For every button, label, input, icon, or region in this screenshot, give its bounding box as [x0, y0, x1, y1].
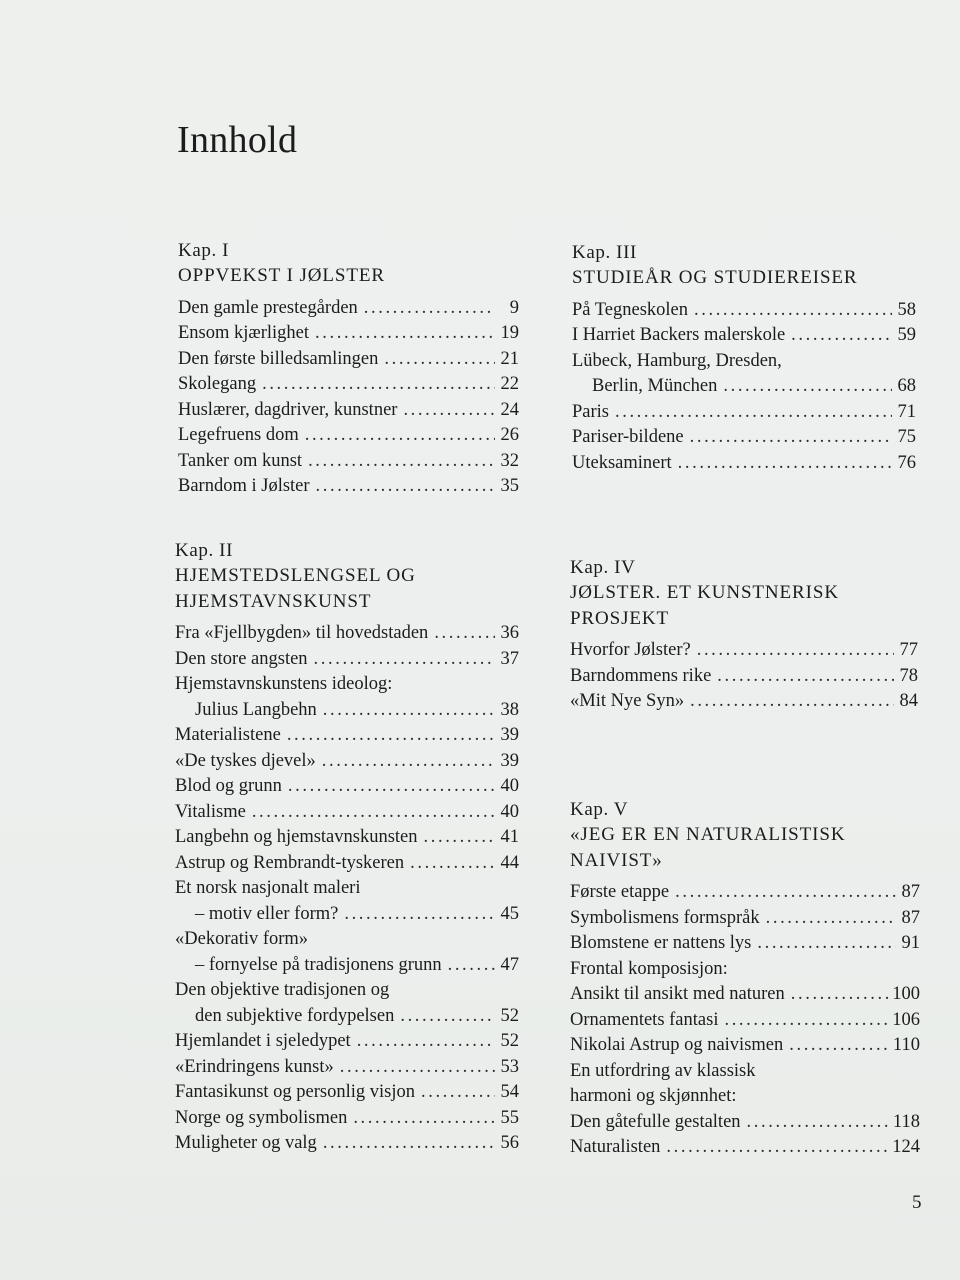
toc-entry-list	[572, 298, 916, 477]
toc-entry	[178, 347, 519, 373]
dot-leader	[357, 1029, 495, 1055]
toc-entry-title-continued: – motiv eller form?	[195, 903, 339, 924]
toc-entry-title: «Mit Nye Syn»	[570, 691, 685, 711]
dot-leader	[287, 723, 495, 749]
toc-entry-page: 19	[500, 323, 519, 343]
toc-entry-title-continued: Berlin, München	[592, 376, 718, 396]
dot-leader	[675, 880, 896, 906]
toc-entry-title: Den objektive tradisjonen og	[175, 980, 390, 1000]
toc-entry-title: Pariser-bildene	[572, 427, 684, 447]
toc-entry-title: Uteksaminert	[572, 452, 672, 473]
toc-entry-page: 77	[899, 640, 918, 660]
dot-leader	[766, 906, 896, 932]
toc-entry-row	[175, 800, 519, 826]
dot-leader	[678, 451, 892, 477]
toc-entry-title: Hjemlandet i sjeledypet	[175, 1031, 351, 1051]
chapter-title-line: JØLSTER. ET KUNSTNERISK	[570, 582, 839, 603]
toc-entry-title: Norge og symbolismen	[175, 1107, 348, 1128]
toc-entry	[178, 398, 519, 424]
toc-entry-page: 40	[500, 776, 519, 796]
toc-entry-title: Legefruens dom	[178, 425, 299, 445]
dot-leader	[403, 398, 495, 424]
toc-entry-title: «Erindringens kunst»	[175, 1056, 334, 1077]
toc-entry	[175, 672, 519, 723]
dot-leader	[690, 425, 892, 451]
toc-entry	[572, 298, 916, 324]
toc-entry-title: Symbolismens formspråk	[570, 907, 760, 928]
toc-entry	[570, 957, 920, 1008]
toc-entry-title: Den første billedsamlingen	[178, 348, 379, 369]
dot-leader	[724, 1008, 888, 1034]
toc-entry-list	[570, 880, 920, 1161]
toc-entry	[175, 1055, 519, 1081]
toc-entry	[570, 880, 920, 906]
dot-leader	[723, 374, 892, 400]
toc-entry-row	[175, 723, 519, 749]
toc-entry-list	[175, 621, 519, 1157]
toc-entry-title: «Dekorativ form»	[175, 929, 309, 949]
toc-entry	[570, 664, 918, 690]
chapter-title-line: «JEG ER EN NATURALISTISK	[570, 824, 846, 845]
toc-entry-page: 75	[897, 427, 916, 447]
toc-entry-page: 24	[500, 399, 519, 420]
chapter-number: Kap. IV	[570, 557, 636, 578]
toc-entry-title: Fantasikunst og personlig visjon	[175, 1082, 415, 1102]
toc-entry	[178, 449, 519, 475]
toc-entry	[175, 1131, 519, 1157]
toc-entry-page: 100	[892, 984, 920, 1004]
toc-entry-title: Blod og grunn	[175, 776, 282, 796]
toc-entry-page: 118	[892, 1111, 920, 1132]
toc-entry	[175, 927, 519, 978]
dot-leader	[421, 1080, 495, 1106]
toc-entry-title: Huslærer, dagdriver, kunstner	[178, 399, 398, 420]
toc-entry-row	[175, 825, 519, 851]
toc-entry	[178, 474, 519, 500]
toc-entry	[178, 296, 519, 322]
toc-entry-page: 91	[901, 933, 920, 953]
toc-entry-row	[572, 425, 916, 451]
chapter-number: Kap. II	[175, 540, 234, 561]
dot-leader	[789, 1033, 889, 1059]
toc-entry	[175, 825, 519, 851]
toc-entry	[175, 851, 519, 877]
toc-entry-title: Hvorfor Jølster?	[570, 640, 691, 660]
toc-entry-row	[175, 1106, 519, 1132]
toc-entry-row	[175, 698, 519, 724]
toc-entry-title: Første etappe	[570, 882, 670, 902]
dot-leader	[308, 449, 495, 475]
toc-entry-page: 84	[899, 691, 918, 711]
toc-entry-row	[570, 982, 920, 1008]
toc-entry	[570, 1059, 920, 1110]
toc-entry	[175, 1106, 519, 1132]
toc-entry-row	[178, 398, 519, 424]
toc-entry-title-continued: den subjektive fordypelsen	[195, 1005, 395, 1026]
toc-entry-page: 53	[500, 1056, 519, 1077]
toc-entry-title: Den store angsten	[175, 648, 308, 669]
toc-entry-title: Frontal komposisjon:	[570, 958, 728, 979]
dot-leader	[340, 1055, 495, 1081]
toc-entry-page: 21	[500, 348, 519, 369]
toc-entry-list	[570, 638, 918, 715]
toc-entry	[175, 1029, 519, 1055]
toc-entry-title: Barndommens rike	[570, 665, 712, 686]
toc-entry-row	[570, 1135, 920, 1161]
toc-entry-row	[570, 638, 918, 664]
toc-entry-page: 39	[500, 725, 519, 745]
toc-entry	[175, 647, 519, 673]
toc-entry-page: 38	[500, 699, 519, 720]
dot-leader	[448, 953, 495, 979]
toc-entry	[175, 800, 519, 826]
toc-entry-page: 9	[509, 297, 519, 318]
dot-leader	[666, 1135, 888, 1161]
toc-entry-page: 44	[500, 852, 519, 873]
toc-entry-page: 58	[897, 299, 916, 320]
toc-entry-title: Ensom kjærlighet	[178, 323, 310, 343]
toc-entry-row	[175, 1004, 519, 1030]
toc-entry-page: 35	[500, 476, 519, 496]
toc-entry-title: Blomstene er nattens lys	[570, 933, 752, 953]
toc-entry-row	[175, 1080, 519, 1106]
dot-leader	[262, 372, 495, 398]
chapter-title	[178, 263, 519, 289]
toc-entry-row	[175, 851, 519, 877]
toc-entry-title: Barndom i Jølster	[178, 476, 310, 496]
toc-entry	[570, 638, 918, 664]
toc-entry-row	[178, 372, 519, 398]
toc-entry-title: En utfordring av klassisk	[570, 1060, 756, 1081]
toc-entry	[175, 978, 519, 1029]
dot-leader	[400, 1004, 495, 1030]
toc-entry-title: Materialistene	[175, 725, 281, 745]
toc-entry-page: 55	[500, 1107, 519, 1128]
toc-entry-row	[178, 296, 519, 322]
toc-entry	[175, 749, 519, 775]
toc-entry-row	[570, 931, 920, 957]
dot-leader	[791, 982, 888, 1008]
dot-leader	[757, 931, 896, 957]
toc-entry-title: Fra «Fjellbygden» til hovedstaden	[175, 623, 429, 643]
toc-entry-title: Lübeck, Hamburg, Dresden,	[572, 350, 782, 371]
toc-entry-row	[175, 1055, 519, 1081]
toc-entry-title: Hjemstavnskunstens ideolog:	[175, 674, 393, 694]
toc-entry-row	[570, 880, 920, 906]
toc-entry	[175, 876, 519, 927]
chapter-5	[570, 797, 920, 1161]
dot-leader	[747, 1110, 889, 1136]
toc-entry-page: 87	[901, 882, 920, 902]
toc-entry-page: 32	[500, 450, 519, 471]
chapter-title-line: NAIVIST»	[570, 849, 663, 871]
toc-entry-row	[175, 1131, 519, 1157]
toc-entry	[570, 1135, 920, 1161]
toc-entry-page: 22	[500, 374, 519, 394]
toc-entry-page: 110	[892, 1035, 920, 1055]
dot-leader	[252, 800, 495, 826]
toc-entry-page: 78	[899, 665, 918, 686]
toc-entry-page: 36	[500, 623, 519, 643]
toc-entry-title: «De tyskes djevel»	[175, 750, 316, 771]
toc-entry-title: Ornamentets fantasi	[570, 1009, 719, 1030]
dot-leader	[791, 323, 892, 349]
toc-entry-row	[175, 749, 519, 775]
toc-entry-page: 54	[500, 1082, 519, 1102]
toc-entry-row	[178, 347, 519, 373]
toc-entry-row	[572, 298, 916, 324]
toc-entry	[572, 400, 916, 426]
toc-entry	[570, 1033, 920, 1059]
toc-entry-row	[570, 906, 920, 932]
toc-entry	[175, 1080, 519, 1106]
toc-entry	[175, 621, 519, 647]
toc-entry	[570, 931, 920, 957]
toc-entry-title: Langbehn og hjemstavnskunsten	[175, 827, 418, 847]
chapter-4	[570, 555, 918, 715]
dot-leader	[316, 474, 495, 500]
toc-entry-row	[572, 374, 916, 400]
toc-entry-row	[572, 451, 916, 477]
toc-entry-page: 37	[500, 648, 519, 669]
toc-entry-row	[175, 953, 519, 979]
dot-leader	[697, 638, 894, 664]
dot-leader	[410, 851, 495, 877]
toc-entry	[572, 425, 916, 451]
toc-entry-row	[178, 449, 519, 475]
dot-leader	[690, 689, 894, 715]
toc-entry-row	[178, 321, 519, 347]
toc-entry-title: På Tegneskolen	[572, 299, 689, 320]
chapter-title	[572, 265, 916, 291]
chapter-title-line: HJEMSTAVNSKUNST	[175, 590, 372, 612]
chapter-number: Kap. V	[570, 799, 629, 820]
dot-leader	[322, 749, 495, 775]
dot-leader	[424, 825, 495, 851]
toc-entry-title: Astrup og Rembrandt-tyskeren	[175, 852, 405, 873]
toc-entry-page: 76	[897, 452, 916, 473]
chapter-title-line: STUDIEÅR OG STUDIEREISER	[572, 267, 858, 288]
chapter-title	[570, 822, 920, 873]
chapter-title	[570, 580, 918, 631]
toc-entry-row	[175, 621, 519, 647]
toc-entry-row	[175, 647, 519, 673]
toc-entry-row	[175, 774, 519, 800]
toc-entry	[572, 349, 916, 400]
chapter-title-line: OPPVEKST I JØLSTER	[178, 265, 385, 286]
dot-leader	[353, 1106, 495, 1132]
toc-entry	[572, 451, 916, 477]
dot-leader	[344, 902, 495, 928]
toc-entry-page: 41	[500, 827, 519, 847]
toc-entry-page: 26	[500, 425, 519, 445]
toc-entry-row	[175, 1029, 519, 1055]
chapter-number: Kap. III	[572, 242, 637, 263]
dot-leader	[434, 621, 495, 647]
toc-entry-title: Paris	[572, 401, 609, 422]
toc-entry-title: I Harriet Backers malerskole	[572, 325, 786, 345]
toc-entry-row	[570, 1110, 920, 1136]
dot-leader	[615, 400, 892, 426]
toc-entry-title: Vitalisme	[175, 801, 246, 822]
toc-entry	[570, 906, 920, 932]
chapter-2	[175, 538, 519, 1157]
toc-entry-title: Et norsk nasjonalt maleri	[175, 878, 361, 898]
dot-leader	[364, 296, 495, 322]
toc-entry-row	[175, 902, 519, 928]
toc-entry	[178, 321, 519, 347]
dot-leader	[323, 698, 495, 724]
toc-entry-row	[572, 323, 916, 349]
toc-entry-title: Naturalisten	[570, 1137, 661, 1157]
toc-entry	[178, 372, 519, 398]
chapter-title	[175, 563, 519, 614]
toc-entry-page: 39	[500, 750, 519, 771]
toc-entry-title-continued: Julius Langbehn	[195, 699, 317, 720]
chapter-number: Kap. I	[178, 240, 230, 261]
toc-entry-title: Skolegang	[178, 374, 257, 394]
toc-entry-page: 40	[500, 801, 519, 822]
toc-entry-title: Tanker om kunst	[178, 450, 303, 471]
toc-entry-title: Den gamle prestegården	[178, 297, 358, 318]
dot-leader	[288, 774, 495, 800]
toc-entry	[178, 423, 519, 449]
toc-entry-page: 45	[500, 903, 519, 924]
toc-entry	[570, 689, 918, 715]
toc-entry-row	[572, 400, 916, 426]
toc-entry-row	[570, 689, 918, 715]
chapter-title-line: HJEMSTEDSLENGSEL OG	[175, 565, 416, 586]
toc-entry-title: Muligheter og valg	[175, 1133, 317, 1153]
toc-entry-page: 52	[500, 1005, 519, 1026]
toc-entry-row	[570, 1033, 920, 1059]
toc-entry-page: 124	[892, 1137, 920, 1157]
page-number: 5	[912, 1192, 922, 1213]
dot-leader	[323, 1131, 495, 1157]
toc-entry-row	[178, 423, 519, 449]
page-title: Innhold	[177, 119, 298, 161]
chapter-title-line: PROSJEKT	[570, 607, 670, 629]
dot-leader	[694, 298, 892, 324]
toc-entry-page: 47	[500, 954, 519, 975]
toc-entry-title-continued: harmoni og skjønnhet:	[570, 1086, 737, 1106]
toc-entry	[175, 723, 519, 749]
toc-entry-page: 68	[897, 376, 916, 396]
toc-entry-title: Nikolai Astrup og naivismen	[570, 1035, 784, 1055]
toc-entry-page: 52	[500, 1031, 519, 1051]
toc-entry-list	[178, 296, 519, 500]
dot-leader	[384, 347, 495, 373]
toc-entry-row	[570, 664, 918, 690]
dot-leader	[717, 664, 894, 690]
toc-entry-page: 56	[500, 1133, 519, 1153]
toc-entry	[572, 323, 916, 349]
toc-entry-page: 59	[897, 325, 916, 345]
toc-entry-row	[178, 474, 519, 500]
dot-leader	[305, 423, 495, 449]
toc-entry-title: Den gåtefulle gestalten	[570, 1111, 741, 1132]
chapter-3	[572, 240, 916, 476]
toc-entry	[570, 1008, 920, 1034]
toc-entry-title-continued: – fornyelse på tradisjonens grunn	[195, 954, 442, 975]
dot-leader	[314, 647, 495, 673]
toc-entry-page: 106	[892, 1009, 920, 1030]
toc-entry	[570, 1110, 920, 1136]
dot-leader	[315, 321, 495, 347]
toc-entry	[175, 774, 519, 800]
toc-entry-page: 87	[901, 907, 920, 928]
chapter-1	[178, 238, 519, 500]
toc-entry-page: 71	[897, 401, 916, 422]
toc-entry-row	[570, 1008, 920, 1034]
toc-entry-title-continued: Ansikt til ansikt med naturen	[570, 984, 785, 1004]
